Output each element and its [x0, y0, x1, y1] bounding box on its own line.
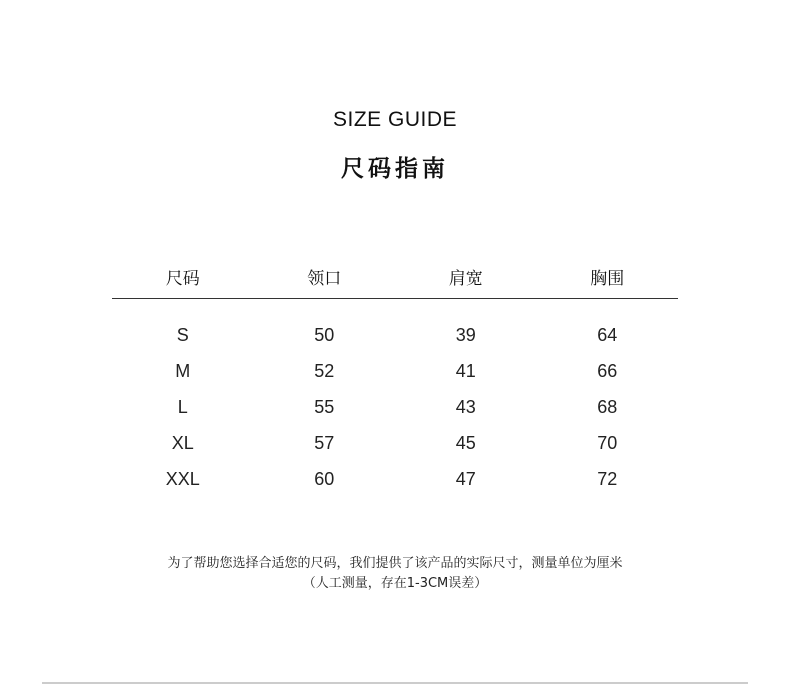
- cell-shoulder: 41: [455, 361, 476, 381]
- cell-neck: 50: [314, 325, 335, 345]
- page-title-cn: 尺码指南: [341, 156, 449, 182]
- table-row: [112, 317, 678, 353]
- header-chest: 胸围: [590, 269, 625, 289]
- cell-shoulder: 39: [455, 325, 476, 345]
- cell-chest: 70: [597, 433, 618, 453]
- cell-chest: 66: [597, 361, 618, 381]
- cell-shoulder: 43: [455, 397, 476, 417]
- table-body: [112, 299, 678, 497]
- header-neck: 领口: [307, 269, 342, 289]
- header-shoulder: 肩宽: [448, 269, 483, 289]
- cell-neck: 55: [314, 397, 335, 417]
- cell-neck: 60: [314, 469, 335, 489]
- table-row: [112, 353, 678, 389]
- cell-size: XXL: [165, 469, 200, 489]
- cell-shoulder: 47: [455, 469, 476, 489]
- table-header-row: [112, 264, 678, 299]
- measurement-note: 为了帮助您选择合适您的尺码，我们提供了该产品的实际尺寸，测量单位为厘米: [167, 556, 623, 571]
- table-row: [112, 389, 678, 425]
- table-row: [112, 425, 678, 461]
- cell-size: M: [175, 361, 191, 381]
- cell-neck: 57: [314, 433, 335, 453]
- page-title-en: SIZE GUIDE: [332, 108, 458, 131]
- cell-size: XL: [171, 433, 194, 453]
- header-size: 尺码: [165, 269, 200, 289]
- cell-chest: 72: [597, 469, 618, 489]
- cell-size: L: [177, 397, 188, 417]
- error-margin-note: （人工测量，存在1-3CM误差）: [302, 576, 488, 591]
- cell-chest: 68: [597, 397, 618, 417]
- size-table: [112, 264, 678, 497]
- table-row: [112, 461, 678, 497]
- cell-size: S: [176, 325, 189, 345]
- cell-neck: 52: [314, 361, 335, 381]
- cell-chest: 64: [597, 325, 618, 345]
- cell-shoulder: 45: [455, 433, 476, 453]
